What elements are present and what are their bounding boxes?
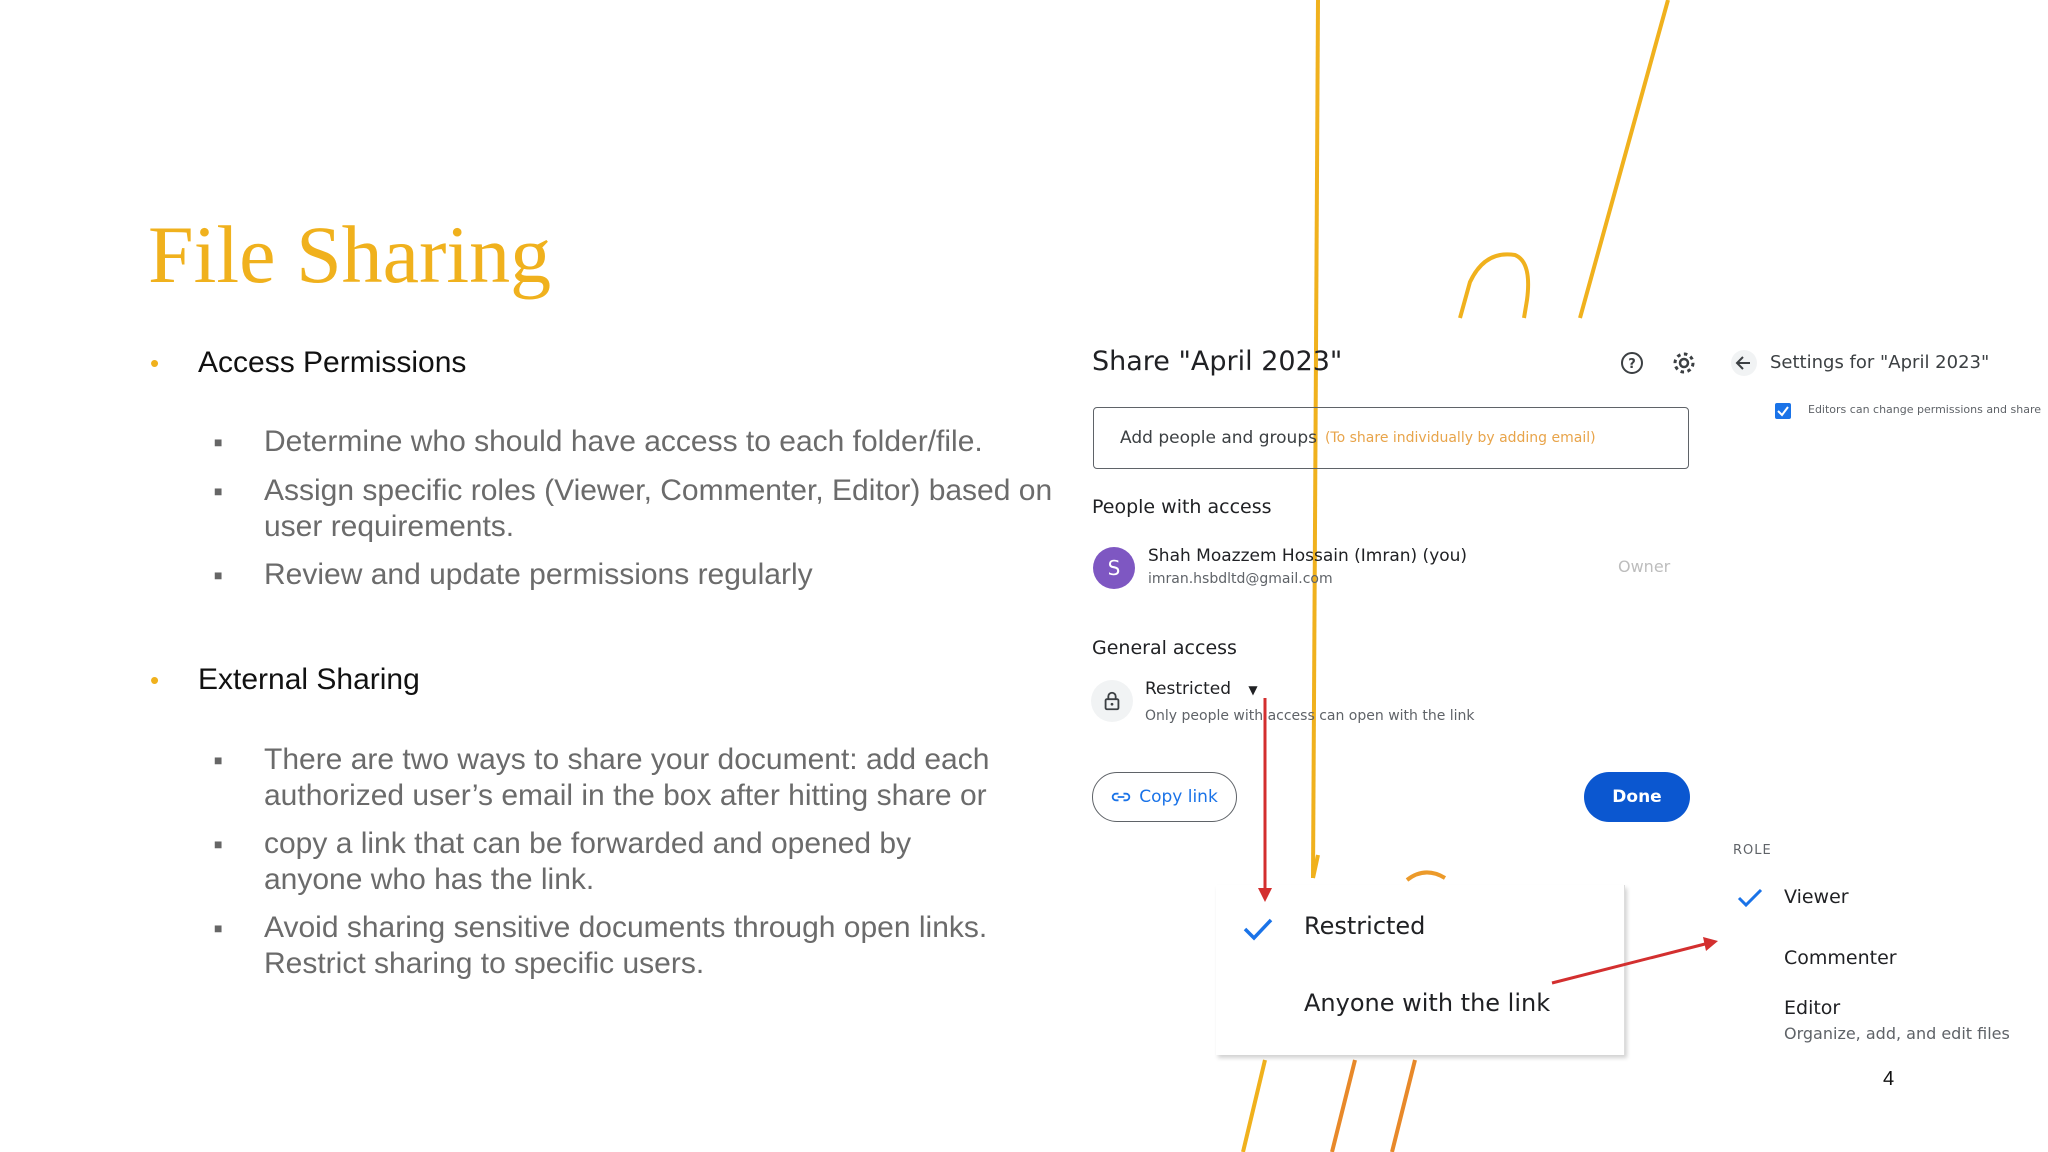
bullet-square-icon: ■	[214, 434, 223, 450]
share-dialog-title: Share "April 2023"	[1092, 346, 1343, 377]
input-hint: (To share individually by adding email)	[1324, 430, 1596, 446]
person-email: imran.hsbdltd@gmail.com	[1148, 571, 1333, 587]
settings-title: Settings for "April 2023"	[1770, 352, 1990, 373]
slide-title: File Sharing	[148, 209, 552, 300]
caret-down-icon: ▼	[1248, 683, 1258, 697]
list-item-text: Assign specific roles (Viewer, Commenter, Editor) based on user requirements.	[264, 474, 1053, 543]
access-description: Only people with access can open with the link	[1145, 708, 1475, 724]
general-access-label: General access	[1092, 637, 1237, 659]
owner-role: Owner	[1618, 557, 1671, 576]
input-placeholder: Add people and groups	[1120, 428, 1317, 448]
bullet-dot-icon: •	[150, 664, 160, 695]
role-commenter[interactable]: Commenter	[1784, 947, 1897, 969]
person-name: Shah Moazzem Hossain (Imran) (you)	[1148, 546, 1468, 566]
bullet-square-icon: ■	[214, 920, 223, 936]
list-item-text: Avoid sharing sensitive documents through open links. Restrict sharing to specific users.	[264, 911, 988, 980]
list-item-text: There are two ways to share your document: add each authorized user’s email in the box after hitting share or	[264, 743, 990, 812]
checkmark-icon	[1775, 403, 1791, 419]
menu-item-restricted[interactable]: Restricted	[1304, 912, 1426, 940]
list-item-text: copy a link that can be forwarded and opened by anyone who has the link.	[264, 827, 912, 896]
back-arrow-icon[interactable]	[1730, 350, 1758, 376]
role-viewer[interactable]: Viewer	[1784, 886, 1849, 908]
bullet-square-icon: ■	[214, 836, 223, 852]
section-heading-text: External Sharing	[198, 663, 420, 696]
done-button[interactable]: Done	[1584, 772, 1690, 822]
access-level-value: Restricted	[1145, 679, 1232, 699]
bullet-square-icon: ■	[214, 567, 223, 583]
list-item-text: Determine who should have access to each folder/file.	[264, 425, 983, 458]
role-label: ROLE	[1733, 843, 1772, 858]
svg-text:?: ?	[1628, 357, 1636, 372]
avatar: S	[1093, 547, 1135, 589]
settings-option-label: Editors can change permissions and share	[1808, 403, 2041, 416]
page-number: 4	[1883, 1068, 1895, 1090]
people-with-access-label: People with access	[1092, 496, 1272, 518]
list-item-text: Review and update permissions regularly	[264, 558, 813, 591]
checkbox[interactable]	[1775, 403, 1791, 419]
role-editor-desc: Organize, add, and edit files	[1784, 1024, 2010, 1043]
bullet-dot-icon: •	[150, 347, 160, 378]
bullet-square-icon: ■	[214, 752, 223, 768]
menu-item-anyone-with-link[interactable]: Anyone with the link	[1304, 989, 1551, 1017]
section-heading-text: Access Permissions	[198, 346, 467, 379]
copy-link-label: Copy link	[1139, 787, 1218, 807]
check-icon	[1737, 888, 1763, 908]
role-editor[interactable]: Editor	[1784, 997, 1841, 1019]
bullet-square-icon: ■	[214, 483, 223, 499]
